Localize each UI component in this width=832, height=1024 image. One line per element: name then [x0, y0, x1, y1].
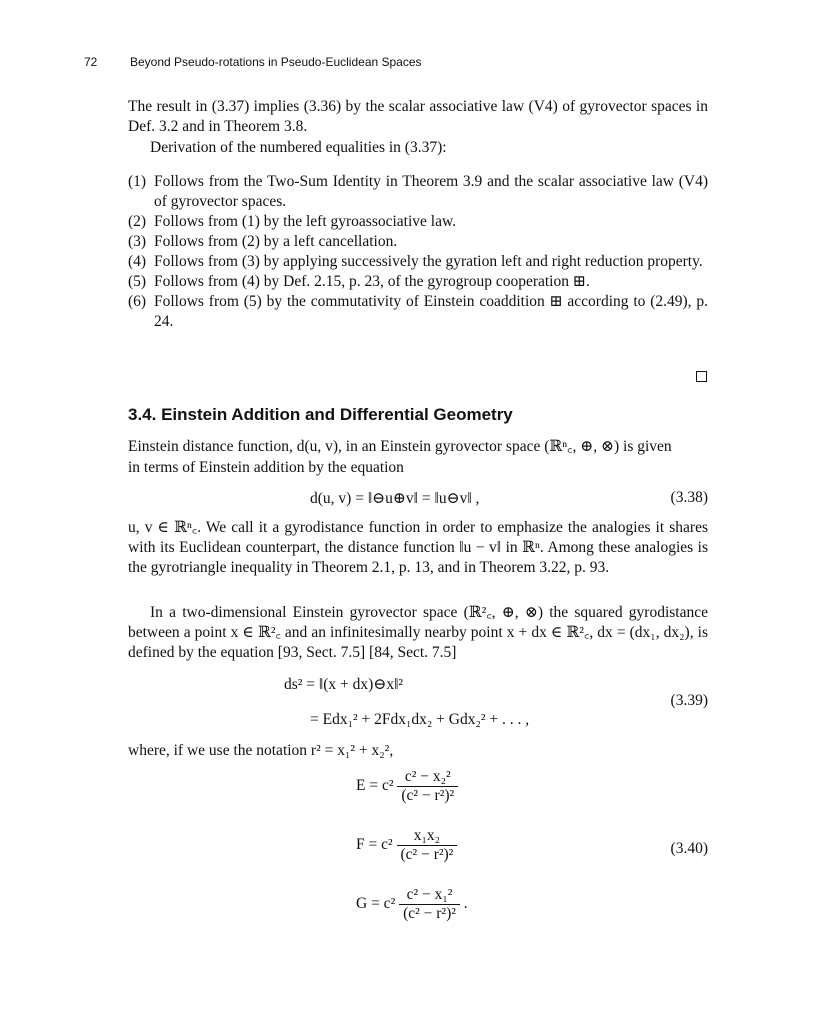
- body-paragraph: Einstein distance function, d(u, v), in an Einstein gyrovector space (ℝⁿ꜀, ⊕, ⊗) is given: [128, 438, 672, 455]
- list-item: (6) Follows from (5) by the commutativity of Einstein coaddition ⊞ according to (2.49), p. 24.: [128, 293, 708, 330]
- list-item: (1) Follows from the Two-Sum Identity in Theorem 3.9 and the scalar associative law (V4) of gyrovector spaces.: [128, 173, 708, 210]
- list-item: (2) Follows from (1) by the left gyroassociative law.: [128, 213, 457, 230]
- equation-E: E = c² $\frac{\text{c² − x₂²}}{\text{(c² − r²)²}}$: [356, 768, 458, 805]
- equation-3-39-line1: ds² = ‖(x + dx)⊖x‖²: [284, 676, 404, 693]
- equation-3-39-line2: = Edx₁² + 2Fdx₁dx₂ + Gdx₂² + . . . ,: [310, 711, 530, 728]
- list-item: (4) Follows from (3) by applying successively the gyration left and right reduction property.: [128, 253, 703, 270]
- section-heading: 3.4. Einstein Addition and Differential Geometry: [128, 405, 513, 424]
- running-title: Beyond Pseudo-rotations in Pseudo-Euclidean Spaces: [130, 55, 422, 69]
- equation-label: (3.40): [670, 840, 708, 857]
- body-paragraph: in terms of Einstein addition by the equation: [128, 459, 404, 476]
- equation-label: (3.39): [670, 692, 708, 709]
- equation-3-38: d(u, v) = ‖⊖u⊕v‖ = ‖u⊖v‖ ,: [310, 490, 480, 507]
- derivation-list: [128, 172, 708, 332]
- body-paragraph: u, v ∈ ℝⁿ꜀. We call it a gyrodistance function in order to emphasize the analogies it shares with its Euclidean counterpart, the distance function ‖u − v‖ in ℝⁿ. Among these analogies is the gyrotriangle inequality in Theorem 2.1, p. 13, and in Theorem 3.22, p. 93.: [128, 519, 708, 576]
- list-item: (3) Follows from (2) by a left cancellation.: [128, 233, 398, 250]
- page-number: 72: [84, 55, 98, 69]
- list-item: (5) Follows from (4) by Def. 2.15, p. 23, of the gyrogroup cooperation ⊞.: [128, 273, 590, 290]
- equation-F: F = c² $\frac{\text{x₁x₂}}{\text{(c² − r²)²}}$: [356, 827, 457, 864]
- intro-paragraph: The result in (3.37) implies (3.36) by the scalar associative law (V4) of gyrovector spaces in Def. 3.2 and in Theorem 3.8.: [128, 98, 708, 135]
- equation-G: G = c² $\frac{\text{c² − x₁²}}{\text{(c² − r²)²}}$ .: [356, 886, 468, 922]
- body-paragraph: In a two-dimensional Einstein gyrovector space (ℝ²꜀, ⊕, ⊗) the squared gyrodistance between a point x ∈ ℝ²꜀ and an infinitesimally nearby point x + dx ∈ ℝ²꜀, dx = (dx₁, dx₂), is defined by the equation [93, Sect. 7.5] [84, Sect. 7.5]: [128, 604, 708, 661]
- body-paragraph: where, if we use the notation r² = x₁² + x₂²,: [128, 742, 394, 759]
- qed-box-icon: [696, 371, 707, 382]
- derivation-intro: Derivation of the numbered equalities in (3.37):: [150, 139, 447, 156]
- equation-label: (3.38): [670, 489, 708, 506]
